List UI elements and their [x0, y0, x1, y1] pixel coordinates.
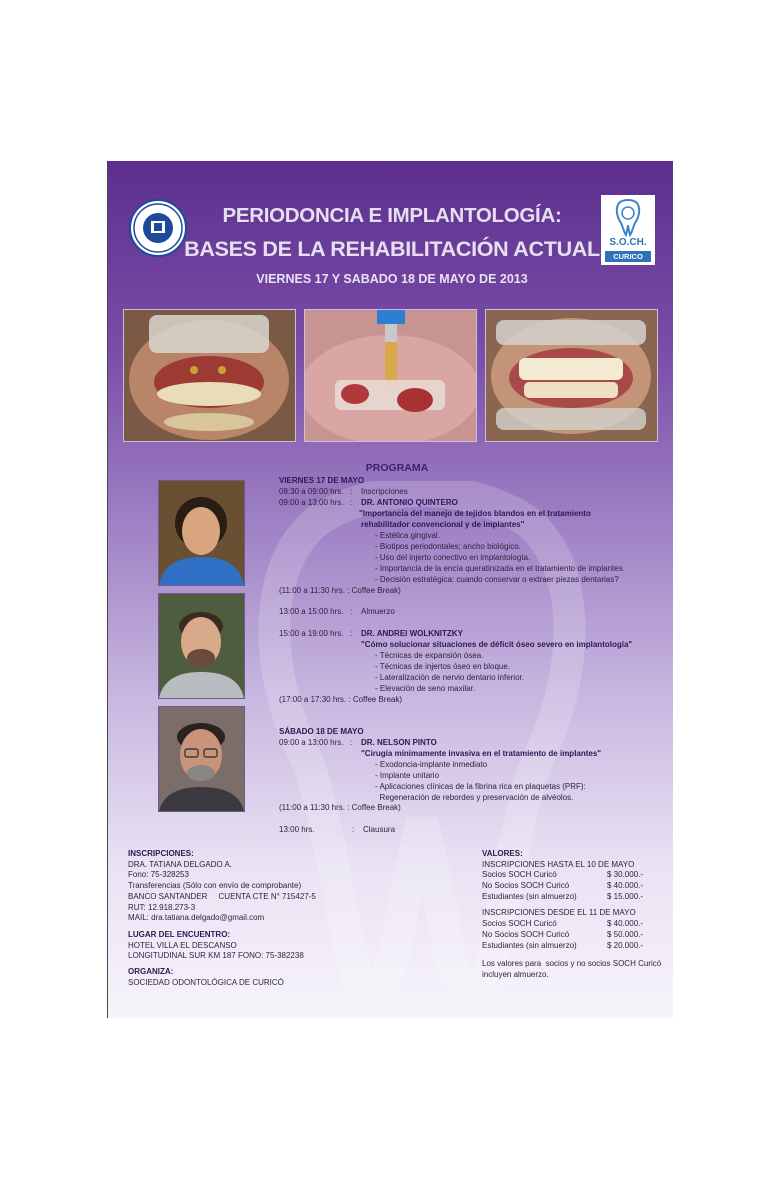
email-text: MAIL: dra.tatiana.delgado@gmail.com: [128, 913, 265, 923]
poster-edge-line: [107, 161, 108, 1018]
price-value: $ 30.000.-: [607, 870, 644, 880]
portrait-nelson-pinto: [158, 706, 245, 812]
speaker-name: DR. NELSON PINTO: [361, 738, 437, 747]
price-note: incluyen almuerzo.: [482, 969, 549, 979]
talk-topic: - Decisión estratégica: cuando conservar o extraer piezas dentarias?: [375, 575, 619, 584]
schedule-time: 15:00 a 19:00 hrs.: [279, 629, 344, 638]
talk-topic: - Exodoncia-implante inmediato: [375, 760, 488, 769]
price-row: [482, 892, 652, 903]
clinical-photo-result: [485, 309, 658, 442]
program-heading: PROGRAMA: [365, 462, 429, 474]
schedule-text: Clausura: [363, 825, 396, 834]
price-value: $ 40.000.-: [607, 919, 644, 929]
info-line: LONGITUDINAL SUR KM 187 FONO: 75-382238: [128, 951, 304, 961]
schedule-sep: :: [350, 487, 353, 496]
price-row: [482, 919, 652, 930]
talk-topic: - Uso del injerto conectivo en implantología.: [375, 553, 531, 562]
soch-logo-text: S.O.CH.: [609, 237, 647, 248]
speaker-name: DR. ANDREI WOLKNITZKY: [361, 629, 463, 638]
price-label: Estudiantes (sin almuerzo): [482, 940, 577, 950]
talk-topic: - Técnicas de expansión ósea.: [375, 651, 484, 660]
schedule-sep: :: [350, 629, 353, 638]
coffee-break: (11:00 a 11:30 hrs. : Coffee Break): [279, 803, 401, 812]
info-line: DRA. TATIANA DELGADO A.: [128, 859, 233, 869]
soch-logo: [601, 195, 655, 265]
talk-topic: - Lateralización de nervio dentario inferior.: [375, 673, 524, 682]
price-note: Los valores para socios y no socios SOCH Curicó: [482, 959, 662, 969]
lugar-heading: LUGAR DEL ENCUENTRO:: [128, 930, 231, 939]
info-line: SOCIEDAD ODONTOLÓGICA DE CURICÓ: [128, 977, 284, 987]
schedule-time: 09:00 a 13:00 hrs.: [279, 738, 344, 747]
schedule-sep: :: [350, 498, 353, 507]
info-line: Fono: 75-328253: [128, 870, 189, 880]
schedule-time: 13:00 hrs.: [279, 825, 315, 834]
price-label: Socios SOCH Curicó: [482, 919, 557, 929]
schedule-text: Almuerzo: [361, 607, 395, 616]
talk-topic: - Implante unitario: [375, 771, 440, 780]
schedule-sep: :: [350, 738, 353, 747]
event-poster: [107, 161, 673, 1018]
valores-heading: VALORES:: [482, 849, 523, 858]
info-line: Transferencias (Sólo con envío de comprobante): [128, 881, 302, 891]
price-row: [482, 870, 652, 881]
lugar-block: [128, 930, 304, 962]
price-row: [482, 941, 652, 952]
price-label: No Socios SOCH Curicó: [482, 929, 570, 939]
coffee-break: (11:00 a 11:30 hrs. : Coffee Break): [279, 586, 401, 595]
price-value: $ 20.000.-: [607, 940, 644, 950]
price-row: [482, 881, 652, 892]
price-value: $ 50.000.-: [607, 929, 644, 939]
info-line: RUT: 12.918.273-3: [128, 902, 196, 912]
poster-title-line1: PERIODONCIA E IMPLANTOLOGÍA:: [222, 204, 562, 227]
talk-topic: - Estética gingival.: [375, 531, 440, 540]
talk-topic: - Aplicaciones clínicas de la fibrina rica en plaquetas (PRF):: [375, 782, 586, 791]
event-date: VIERNES 17 Y SABADO 18 DE MAYO DE 2013: [256, 272, 528, 286]
talk-topic: - Biotipos periodontales; ancho biológico.: [375, 542, 521, 551]
schedule-sep: :: [352, 825, 355, 834]
poster-title-line2: BASES DE LA REHABILITACIÓN ACTUAL: [184, 237, 600, 261]
price-row: [482, 930, 652, 941]
friday-heading: VIERNES 17 DE MAYO: [279, 476, 365, 485]
saturday-heading: SÁBADO 18 DE MAYO: [279, 727, 364, 736]
talk-topic: - Importancia de la encía queratinizada en el tratamiento de implantes.: [375, 564, 625, 573]
price-group-title: INSCRIPCIONES HASTA EL 10 DE MAYO: [482, 859, 635, 869]
info-line: BANCO SANTANDER CUENTA CTE N° 715427-5: [128, 891, 316, 901]
price-value: $ 15.000.-: [607, 891, 644, 901]
schedule-text: Inscripciones: [361, 487, 408, 496]
schedule-time: 09:00 a 13:00 hrs.: [279, 498, 344, 507]
valores-block: [482, 849, 662, 981]
organiza-block: [128, 967, 284, 988]
price-label: Estudiantes (sin almuerzo): [482, 891, 577, 901]
organiza-heading: ORGANIZA:: [128, 967, 174, 976]
talk-title: "Cómo solucionar situaciones de déficit óseo severo en implantología": [361, 640, 633, 649]
talk-topic: - Elevación de seno maxilar.: [375, 684, 476, 693]
inscripciones-heading: INSCRIPCIONES:: [128, 849, 194, 858]
portrait-antonio-quintero: [158, 480, 245, 586]
price-label: Socios SOCH Curicó: [482, 870, 557, 880]
schedule-time: 08:30 a 09:00 hrs.: [279, 487, 344, 496]
talk-title: "Cirugía mínimamente invasiva en el tratamiento de implantes": [361, 749, 602, 758]
clinical-photo-surgery: [304, 309, 477, 442]
talk-title: rehabilitador convencional y de implantes": [361, 520, 525, 529]
talk-topic: Regeneración de rebordes y preservación de alvéolos.: [375, 793, 574, 802]
schedule-sep: :: [350, 607, 353, 616]
coffee-break: (17:00 a 17:30 hrs. : Coffee Break): [279, 695, 403, 704]
talk-title: "Importancia del manejo de tejidos blandos en el tratamiento: [359, 509, 591, 518]
price-label: No Socios SOCH Curicó: [482, 881, 570, 891]
inscripciones-block: [128, 849, 316, 924]
speaker-name: DR. ANTONIO QUINTERO: [361, 498, 458, 507]
talk-topic: - Técnicas de injertos óseo en bloque.: [375, 662, 511, 671]
price-group-title: INSCRIPCIONES DESDE EL 11 DE MAYO: [482, 908, 636, 918]
price-value: $ 40.000.-: [607, 881, 644, 891]
schedule-time: 13:00 a 15:00 hrs.: [279, 607, 344, 616]
info-line: HOTEL VILLA EL DESCANSO: [128, 940, 237, 950]
soch-logo-sub: CURICO: [605, 251, 651, 262]
clinical-photo-implants: [123, 309, 296, 442]
portrait-andrei-wolknitzky: [158, 593, 245, 699]
